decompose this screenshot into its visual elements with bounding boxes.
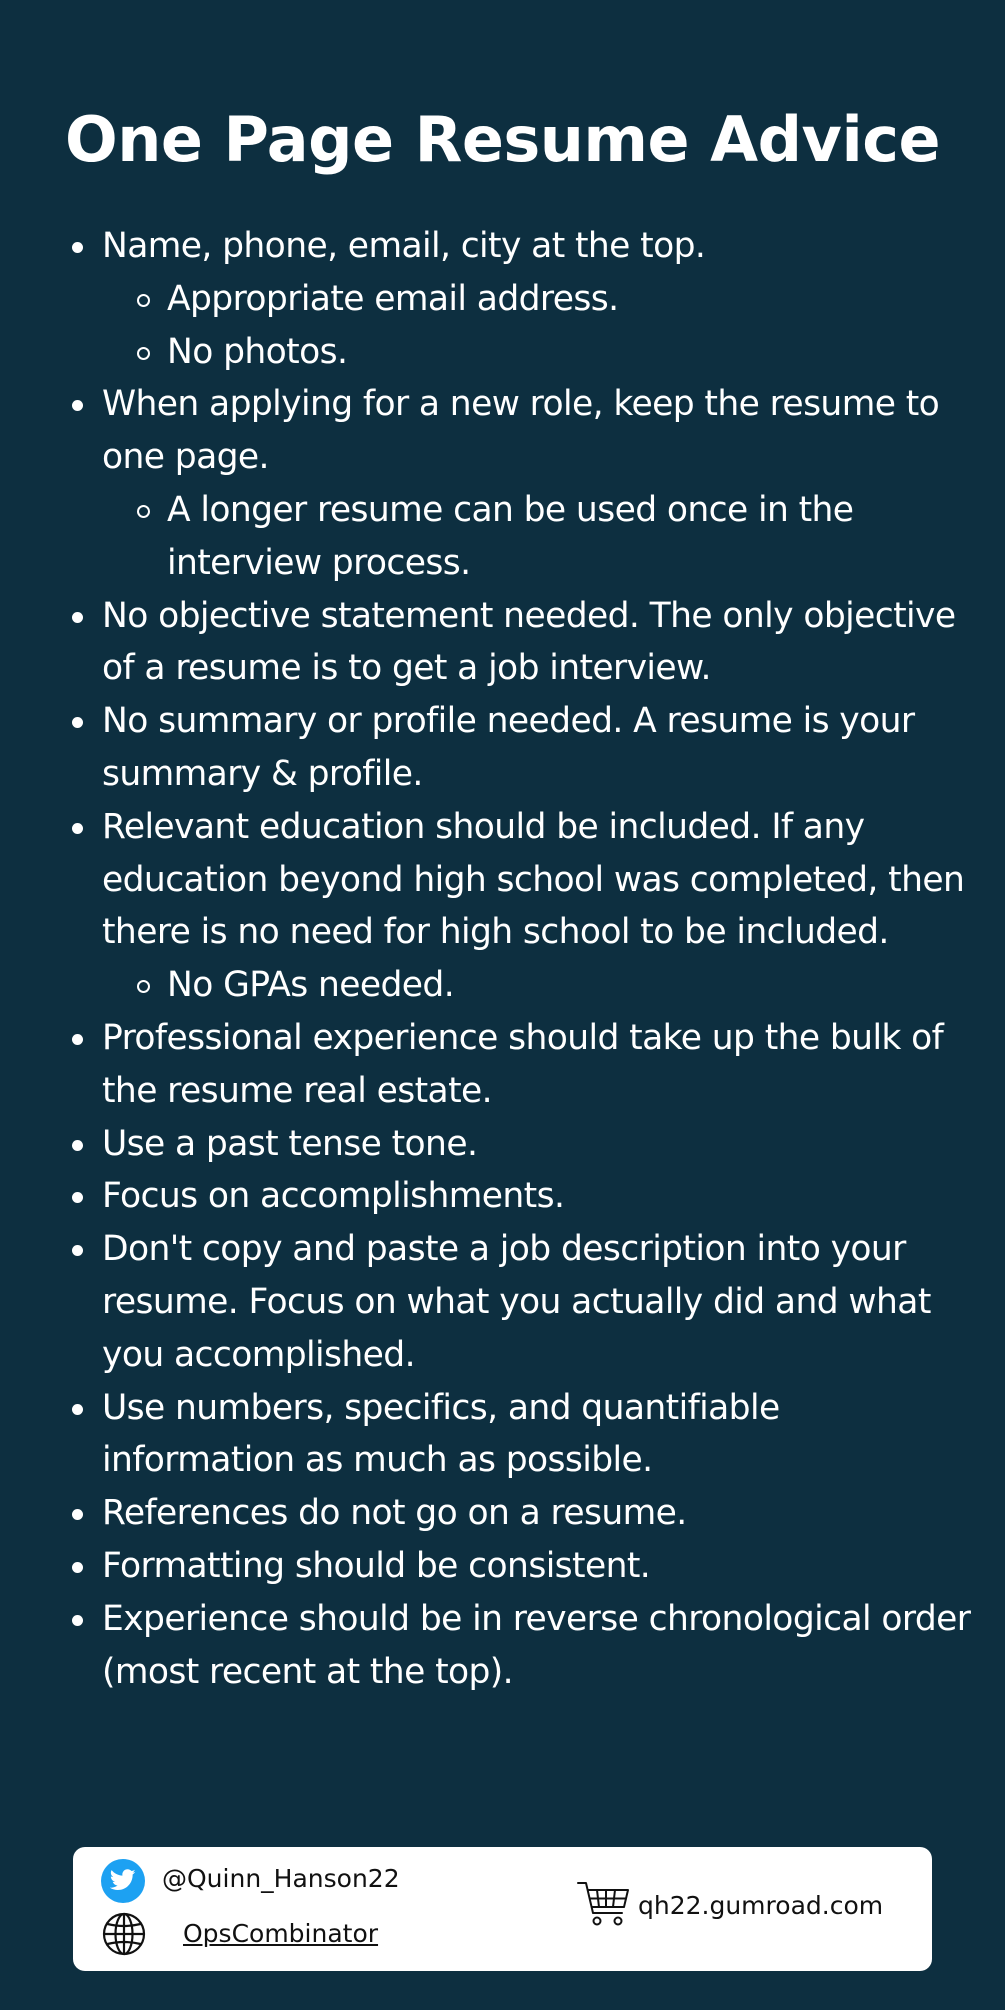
advice-item: No objective statement needed. The only objective of a resume is to get a job interview. [0,590,1005,696]
advice-item: Use a past tense tone. [0,1118,1005,1171]
globe-icon [101,1911,147,1957]
shopping-cart-icon [576,1879,632,1929]
advice-subitem: No GPAs needed. [0,959,1005,1012]
advice-item: Relevant education should be included. If any education beyond high school was completed, then there is no need for high school to be included. [0,801,1005,959]
advice-item: Focus on accomplishments. [0,1170,1005,1223]
page-title: One Page Resume Advice [64,103,940,176]
advice-item: No summary or profile needed. A resume is your summary & profile. [0,695,1005,801]
website-link[interactable]: OpsCombinator [183,1919,379,1948]
twitter-handle[interactable]: @Quinn_Hanson22 [162,1864,400,1893]
advice-item: Professional experience should take up the bulk of the resume real estate. [0,1012,1005,1118]
advice-list [0,220,1005,1698]
advice-subitem: A longer resume can be used once in the interview process. [0,484,1005,590]
twitter-bird-icon[interactable] [101,1859,145,1903]
advice-item: Experience should be in reverse chronological order (most recent at the top). [0,1593,1005,1699]
advice-item: Formatting should be consistent. [0,1540,1005,1593]
advice-item: Don't copy and paste a job description into your resume. Focus on what you actually did and what you accomplished. [0,1223,1005,1381]
advice-item: Use numbers, specifics, and quantifiable information as much as possible. [0,1382,1005,1488]
advice-item: When applying for a new role, keep the resume to one page. [0,378,1005,484]
store-link[interactable]: qh22.gumroad.com [638,1891,884,1920]
advice-subitem: Appropriate email address. [0,273,1005,326]
advice-subitem: No photos. [0,326,1005,379]
advice-item: References do not go on a resume. [0,1487,1005,1540]
footer-card [73,1847,932,1971]
advice-item: Name, phone, email, city at the top. [0,220,1005,273]
